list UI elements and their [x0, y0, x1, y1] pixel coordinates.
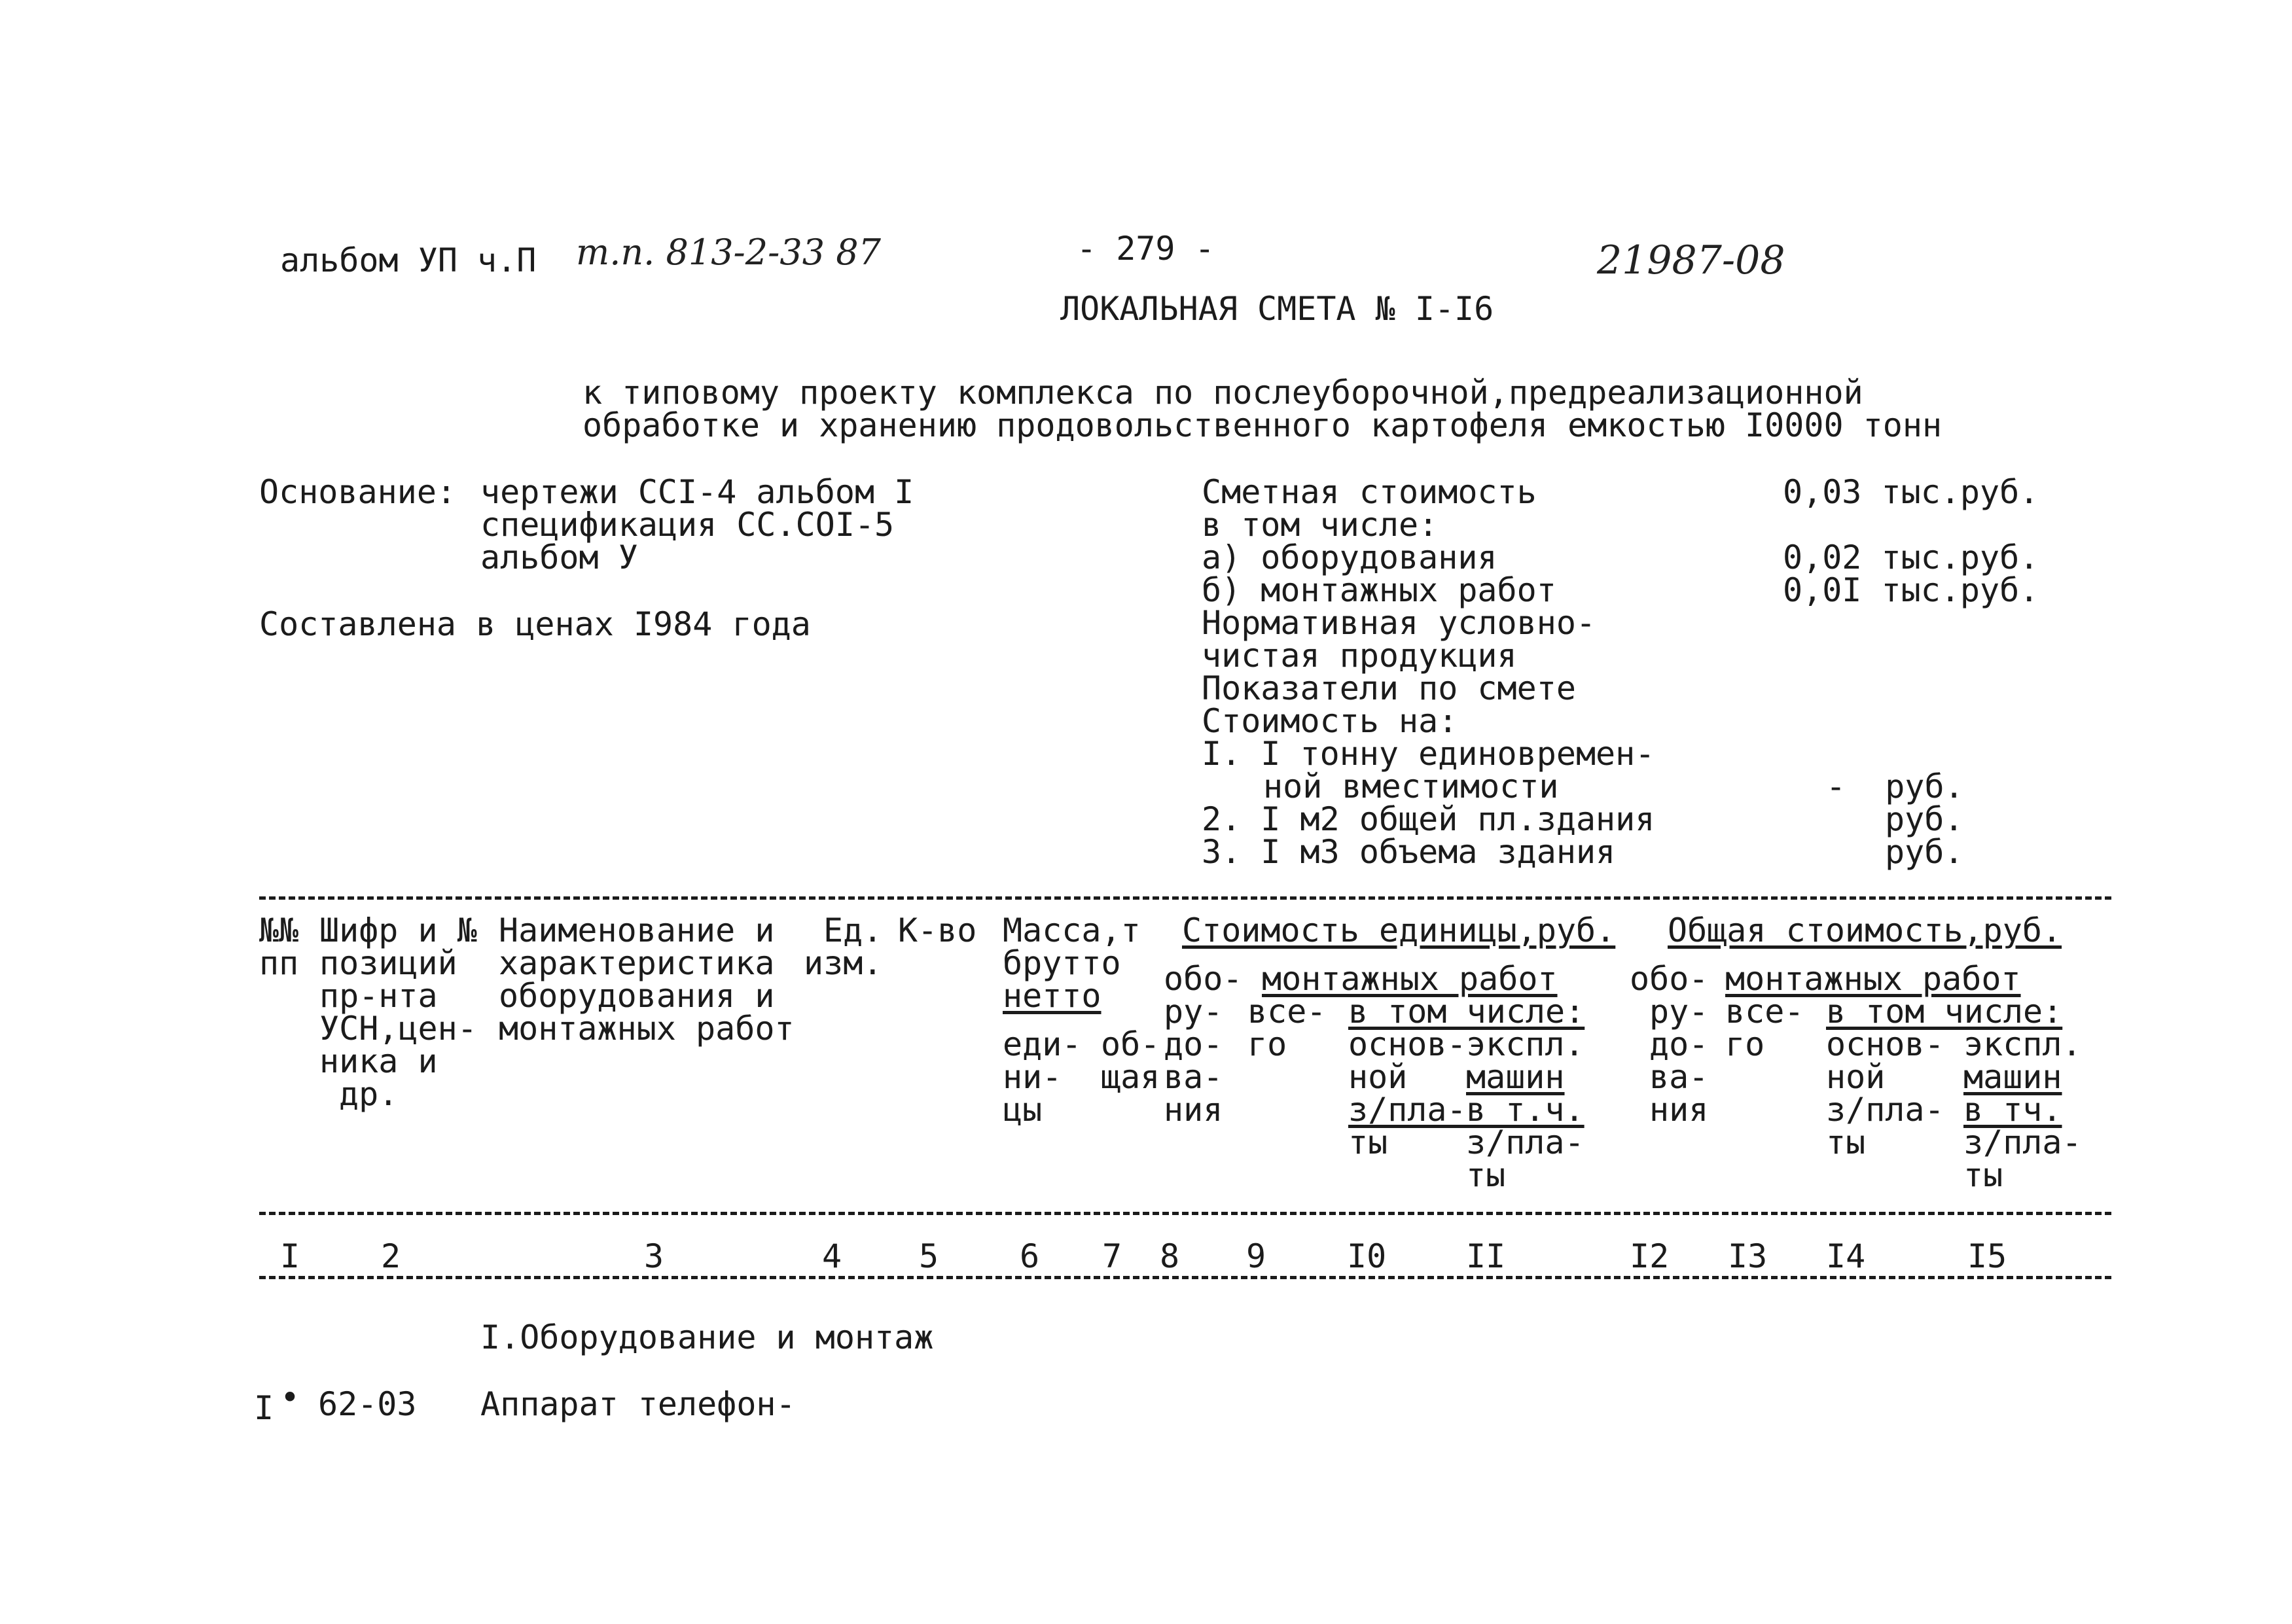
- total-machine-line-4: з/пла-: [1963, 1123, 2082, 1161]
- row-1-code: 62-03: [318, 1385, 417, 1423]
- col-number-9: 9: [1246, 1237, 1266, 1275]
- col-2-header-line-5: ника и: [319, 1042, 438, 1080]
- per-ton-line-1: I. I тонну единовремен-: [1202, 735, 1655, 773]
- unit-main-wage-line-1: основ-: [1348, 1025, 1467, 1063]
- unit-machine-line-3: в т.ч.: [1466, 1091, 1585, 1129]
- page-number: - 279 -: [1077, 230, 1215, 268]
- including-label: в том числе:: [1202, 506, 1439, 544]
- col-6-header-line-2: ни-: [1003, 1058, 1062, 1096]
- subtitle-line-2: обработке и хранению продовольственного картофеля емкостью I0000 тонн: [582, 406, 1943, 444]
- col-5-header: К-во: [898, 911, 977, 949]
- col-1-header-line-2: пп: [259, 944, 299, 982]
- project-reference-handwritten: т.п. 813-2-33 87: [576, 232, 881, 273]
- total-total-line-1: все-: [1725, 993, 1804, 1031]
- total-equip-line-3: до-: [1649, 1025, 1709, 1063]
- normative-line-2: чистая продукция: [1202, 637, 1517, 675]
- unit-install-works-header: монтажных работ: [1262, 960, 1558, 998]
- prices-note: Составлена в ценах I984 года: [259, 605, 811, 643]
- cost-on-label: Стоимость на:: [1202, 702, 1458, 740]
- col-3-header-line-1: Наименование и: [499, 911, 775, 949]
- basis-line-3: альбом У: [480, 538, 638, 576]
- subtitle-line-1: к типовому проекту комплекса по послеуборочной,предреализационной: [582, 374, 1863, 412]
- col-3-header-line-3: оборудования и: [499, 977, 775, 1015]
- per-ton-line-2: ной вместимости: [1263, 768, 1559, 805]
- estimated-cost-label: Сметная стоимость: [1202, 473, 1537, 511]
- unit-main-wage-line-4: ты: [1348, 1123, 1388, 1161]
- col-4-header-line-2: изм.: [804, 944, 883, 982]
- per-m2-value: руб.: [1885, 800, 1964, 838]
- col-2-header-line-6: др.: [339, 1075, 399, 1113]
- col-7-header-line-1: об-: [1101, 1025, 1160, 1063]
- col-2-header-line-3: пр-нта: [319, 977, 438, 1015]
- per-m3-label: 3. I м3 объема здания: [1202, 833, 1616, 871]
- unit-machine-line-4: з/пла-: [1466, 1123, 1585, 1161]
- unit-including-header: в том числе:: [1348, 993, 1585, 1031]
- mass-header: Масса,т: [1003, 911, 1141, 949]
- total-main-wage-line-2: ной: [1826, 1058, 1886, 1096]
- row-1-bullet: •: [280, 1379, 300, 1417]
- equipment-value: 0,02 тыс.руб.: [1783, 538, 2039, 576]
- col-number-11: II: [1466, 1237, 1506, 1275]
- document-title: ЛОКАЛЬНАЯ СМЕТА № I-I6: [1060, 290, 1494, 328]
- unit-equip-line-4: ва-: [1164, 1058, 1223, 1096]
- indicators-label: Показатели по смете: [1202, 669, 1576, 707]
- col-number-15: I5: [1967, 1237, 2007, 1275]
- total-main-wage-line-4: ты: [1826, 1123, 1866, 1161]
- col-number-10: I0: [1347, 1237, 1387, 1275]
- per-m3-value: руб.: [1885, 833, 1964, 871]
- total-install-works-header: монтажных работ: [1725, 960, 2021, 998]
- section-title: I.Оборудование и монтаж: [480, 1318, 934, 1356]
- per-ton-value: - руб.: [1826, 768, 1964, 805]
- album-reference: альбом УП ч.П: [280, 241, 537, 279]
- unit-total-line-1: все-: [1247, 993, 1327, 1031]
- col-number-14: I4: [1826, 1237, 1866, 1275]
- mass-netto: нетто: [1003, 977, 1101, 1015]
- unit-equip-line-1: обо-: [1164, 960, 1243, 998]
- col-6-header-line-3: цы: [1003, 1091, 1043, 1129]
- row-1-number: I: [254, 1389, 274, 1427]
- col-3-header-line-2: характеристика: [499, 944, 775, 982]
- unit-main-wage-line-2: ной: [1348, 1058, 1408, 1096]
- col-number-4: 4: [822, 1237, 842, 1275]
- basis-line-1: чертежи ССI-4 альбом I: [480, 473, 914, 511]
- col-number-3: 3: [644, 1237, 664, 1275]
- col-3-header-line-4: монтажных работ: [499, 1010, 795, 1048]
- table-header-bottom-rule: [259, 1212, 2111, 1215]
- unit-equip-line-3: до-: [1164, 1025, 1223, 1063]
- total-machine-line-5: ты: [1963, 1156, 2003, 1194]
- unit-equip-line-2: ру-: [1164, 993, 1223, 1031]
- col-2-header-line-1: Шифр и №: [319, 911, 477, 949]
- unit-machine-line-5: ты: [1466, 1156, 1506, 1194]
- mass-brutto: брутто: [1003, 944, 1121, 982]
- estimated-cost-value: 0,03 тыс.руб.: [1783, 473, 2039, 511]
- unit-equip-line-5: ния: [1164, 1091, 1223, 1129]
- total-machine-line-2: машин: [1963, 1058, 2062, 1096]
- unit-main-wage-line-3: з/пла-: [1348, 1091, 1467, 1129]
- total-equip-line-2: ру-: [1649, 993, 1709, 1031]
- col-2-header-line-2: позиций: [319, 944, 457, 982]
- total-cost-group-header: Общая стоимость,руб.: [1668, 911, 2062, 949]
- unit-total-line-2: го: [1247, 1025, 1287, 1063]
- col-2-header-line-4: УСН,цен-: [319, 1010, 477, 1048]
- normative-line-1: Нормативная условно-: [1202, 604, 1596, 642]
- per-m2-label: 2. I м2 общей пл.здания: [1202, 800, 1655, 838]
- col-number-7: 7: [1102, 1237, 1122, 1275]
- col-1-header-line-1: №№: [259, 911, 299, 949]
- column-number-underline: [259, 1276, 2111, 1279]
- col-number-2: 2: [381, 1237, 401, 1275]
- installation-label: б) монтажных работ: [1202, 571, 1556, 609]
- total-including-header: в том числе:: [1826, 993, 2063, 1031]
- equipment-label: а) оборудования: [1202, 538, 1497, 576]
- col-number-13: I3: [1728, 1237, 1768, 1275]
- unit-machine-line-2: машин: [1466, 1058, 1565, 1096]
- total-main-wage-line-3: з/пла-: [1826, 1091, 1944, 1129]
- unit-machine-line-1: экспл.: [1466, 1025, 1585, 1063]
- basis-line-2: спецификация СС.СОI-5: [480, 506, 895, 544]
- total-total-line-2: го: [1725, 1025, 1765, 1063]
- col-number-12: I2: [1630, 1237, 1670, 1275]
- col-4-header-line-1: Ед.: [823, 911, 883, 949]
- basis-label: Основание:: [259, 473, 457, 511]
- col-number-1: I: [280, 1237, 300, 1275]
- installation-value: 0,0I тыс.руб.: [1783, 571, 2039, 609]
- total-main-wage-line-1: основ-: [1826, 1025, 1944, 1063]
- col-6-header-line-1: еди-: [1003, 1025, 1082, 1063]
- col-number-6: 6: [1020, 1237, 1040, 1275]
- col-number-8: 8: [1160, 1237, 1180, 1275]
- total-equip-line-5: ния: [1649, 1091, 1709, 1129]
- table-top-rule: [259, 896, 2111, 900]
- total-machine-line-3: в тч.: [1963, 1091, 2062, 1129]
- col-number-5: 5: [919, 1237, 939, 1275]
- total-machine-line-1: экспл.: [1963, 1025, 2082, 1063]
- document-number-handwritten: 21987-08: [1597, 238, 1785, 283]
- total-equip-line-1: обо-: [1630, 960, 1709, 998]
- row-1-name: Аппарат телефон-: [480, 1385, 796, 1423]
- total-equip-line-4: ва-: [1649, 1058, 1709, 1096]
- unit-cost-group-header: Стоимость единицы,руб.: [1182, 911, 1616, 949]
- col-7-header-line-2: щая: [1101, 1058, 1160, 1096]
